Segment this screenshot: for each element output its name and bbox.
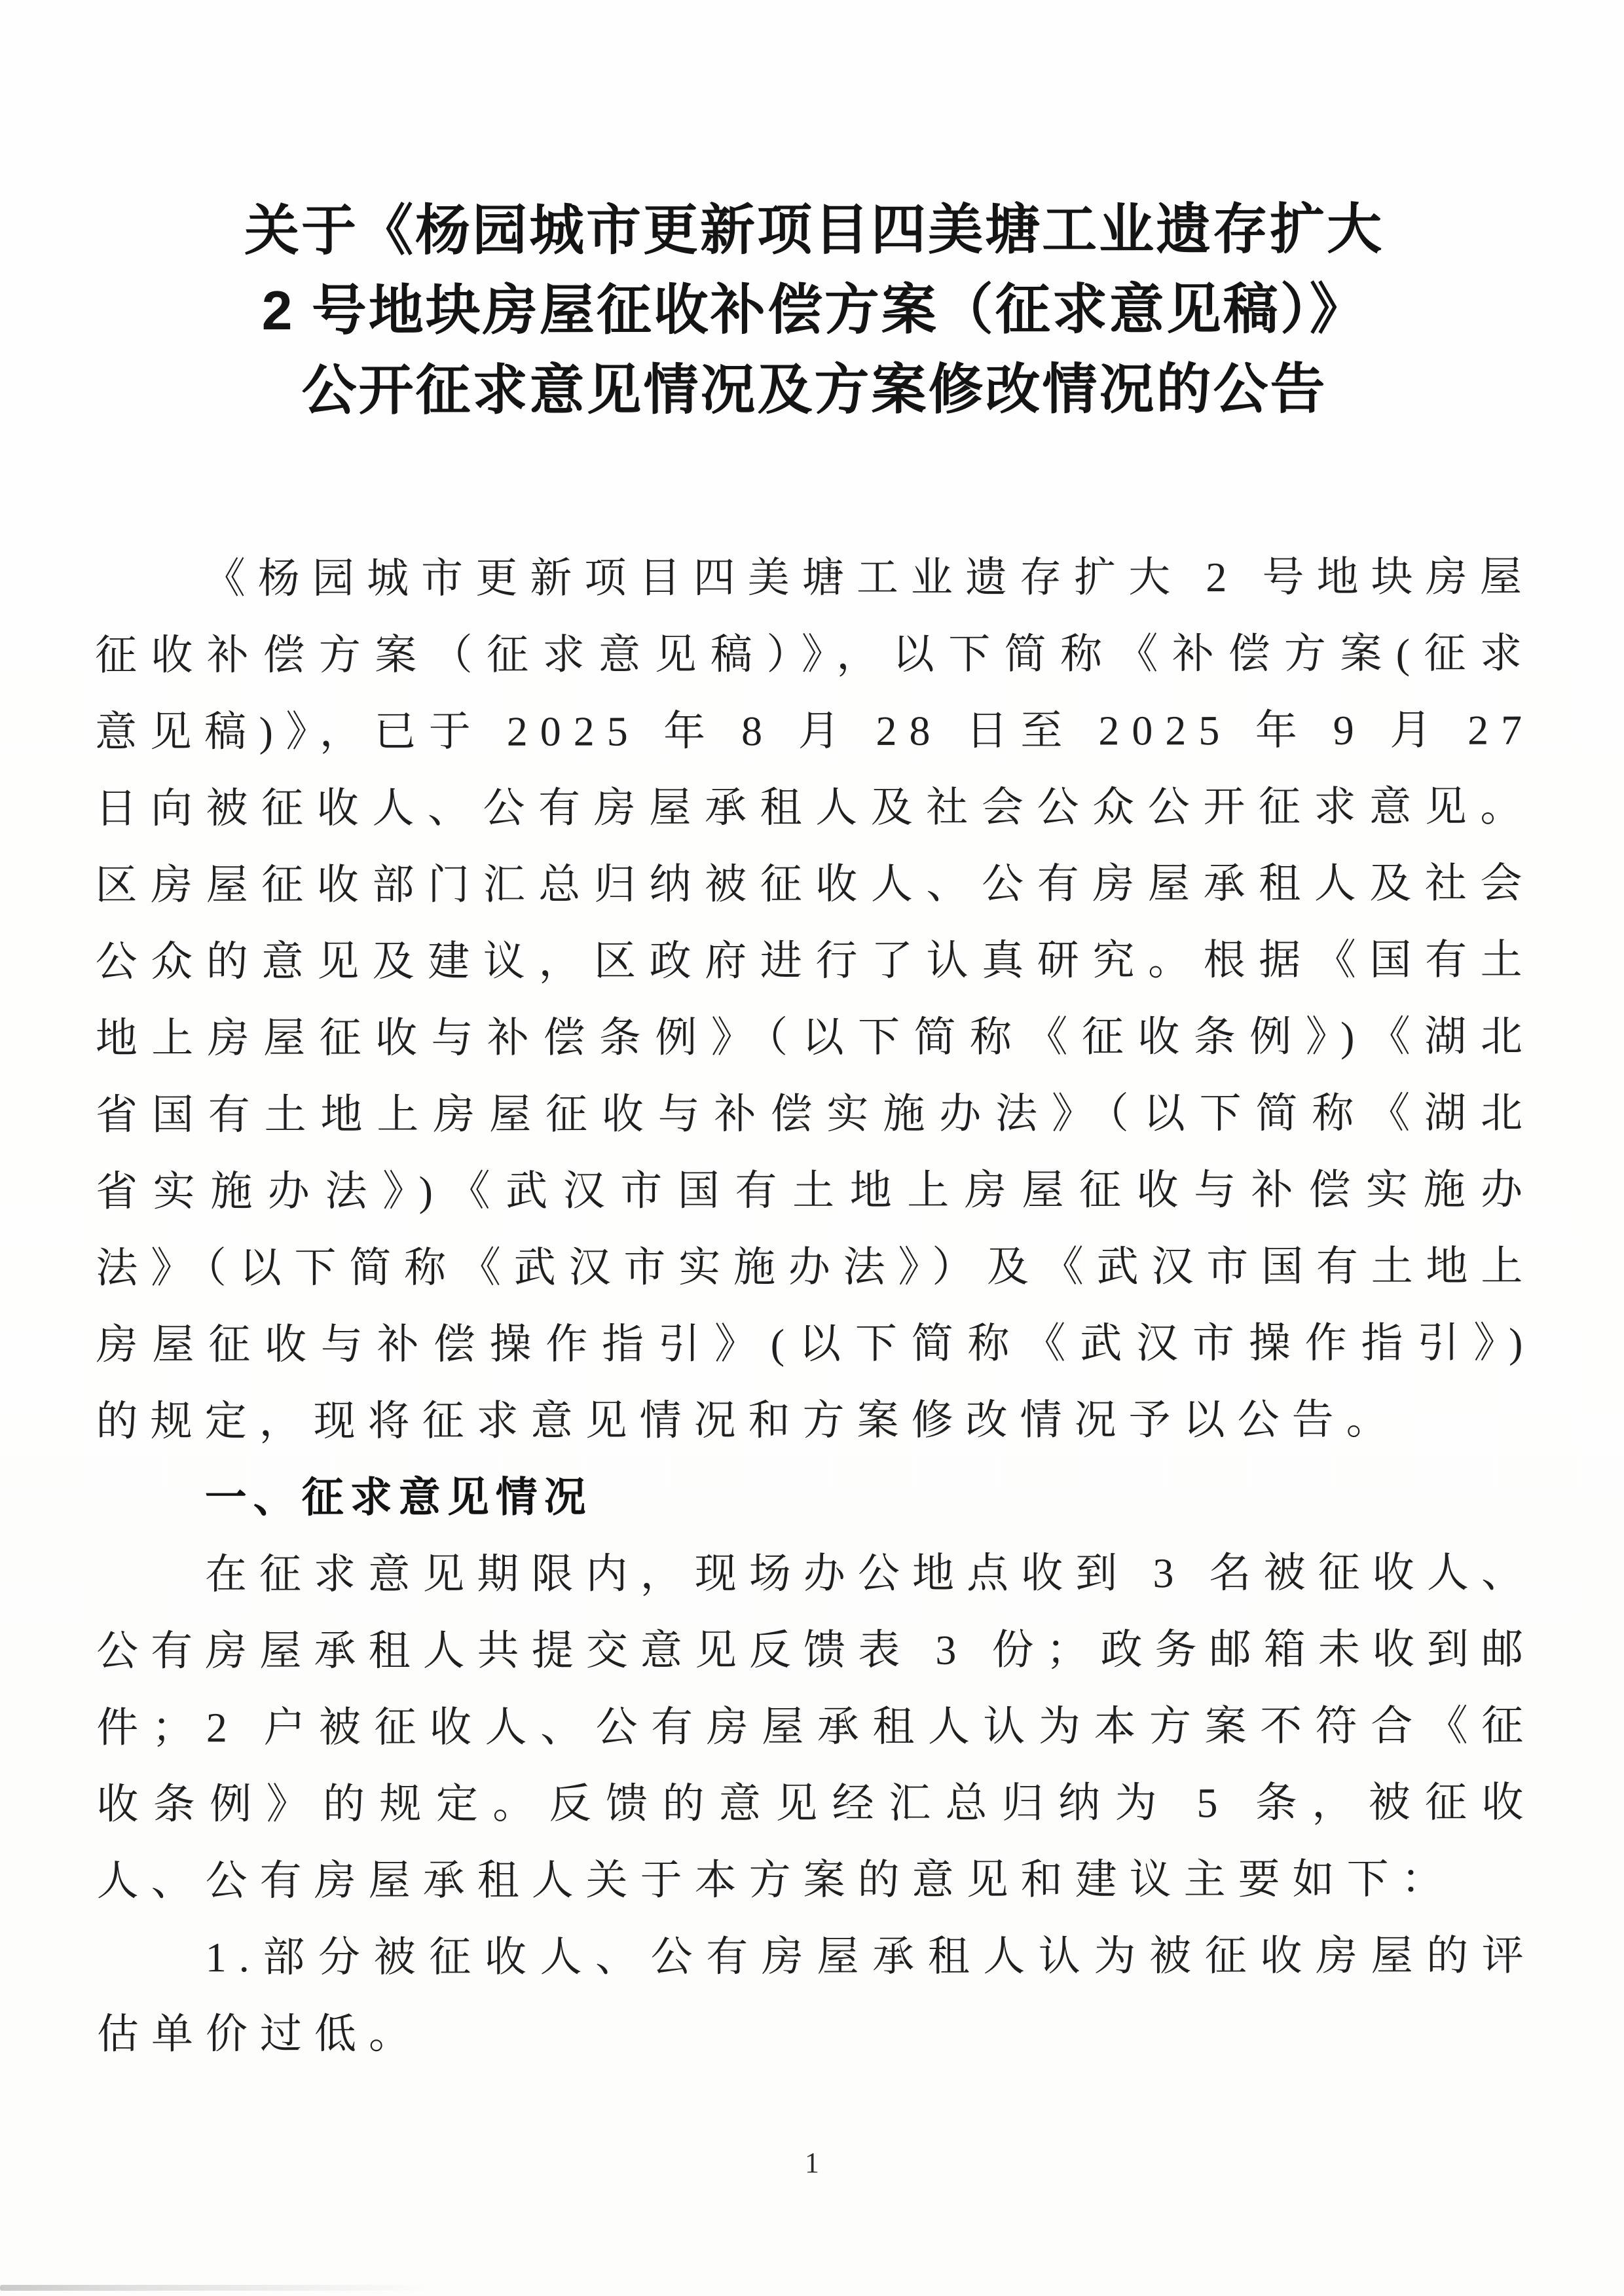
title-line-1: 关于《杨园城市更新项目四美塘工业遗存扩大	[244, 198, 1384, 262]
page-number: 1	[805, 2147, 819, 2179]
announcement-title	[94, 189, 1534, 430]
document-content	[94, 189, 1536, 2072]
paragraph-feedback-summary: 在征求意见期限内，现场办公地点收到 3 名被征收人、公有房屋承租人共提交意见反馈表 3 份；政务邮箱未收到邮件；2 户被征收人、公有房屋承租人认为本方案不符合《征收条例》的规定。反馈的意见经汇总归纳为 5 条，被征收人、公有房屋承租人关于本方案的意见和建议主要如下：	[96, 1549, 1536, 1904]
title-line-2: 2 号地块房屋征收补偿方案（征求意见稿）》	[261, 278, 1367, 342]
scan-edge-artifact	[0, 2285, 432, 2291]
title-line-3: 公开征求意见情况及方案修改情况的公告	[301, 357, 1327, 422]
paragraph-opinion-1: 1.部分被征收人、公有房屋承租人认为被征收房屋的评估单价过低。	[96, 1932, 1536, 2058]
section-heading-1: 一、征求意见情况	[204, 1473, 593, 1522]
document-body	[95, 538, 1536, 2072]
paragraph-intro: 《杨园城市更新项目四美塘工业遗存扩大 2 号地块房屋征收补偿方案（征求意见稿）》，以下简称《补偿方案(征求意见稿)》，已于 2025 年 8 月 28 日至 2025 年 9 月 27 日向被征收人、公有房屋承租人及社会公众公开征求意见。区房屋征收部门汇总归纳被征收人、公有房屋承租人及社会公众的意见及建议，区政府进行了认真研究。根据《国有土地上房屋征收与补偿条例》（以下简称《征收条例》)《湖北省国有土地上房屋征收与补偿实施办法》（以下简称《湖北省实施办法》)《武汉市国有土地上房屋征收与补偿实施办法》（以下简称《武汉市实施办法》）及《武汉市国有土地上房屋征收与补偿操作指引》(以下简称《武汉市操作指引》)的规定，现将征求意见情况和方案修改情况予以公告。	[94, 553, 1536, 1445]
